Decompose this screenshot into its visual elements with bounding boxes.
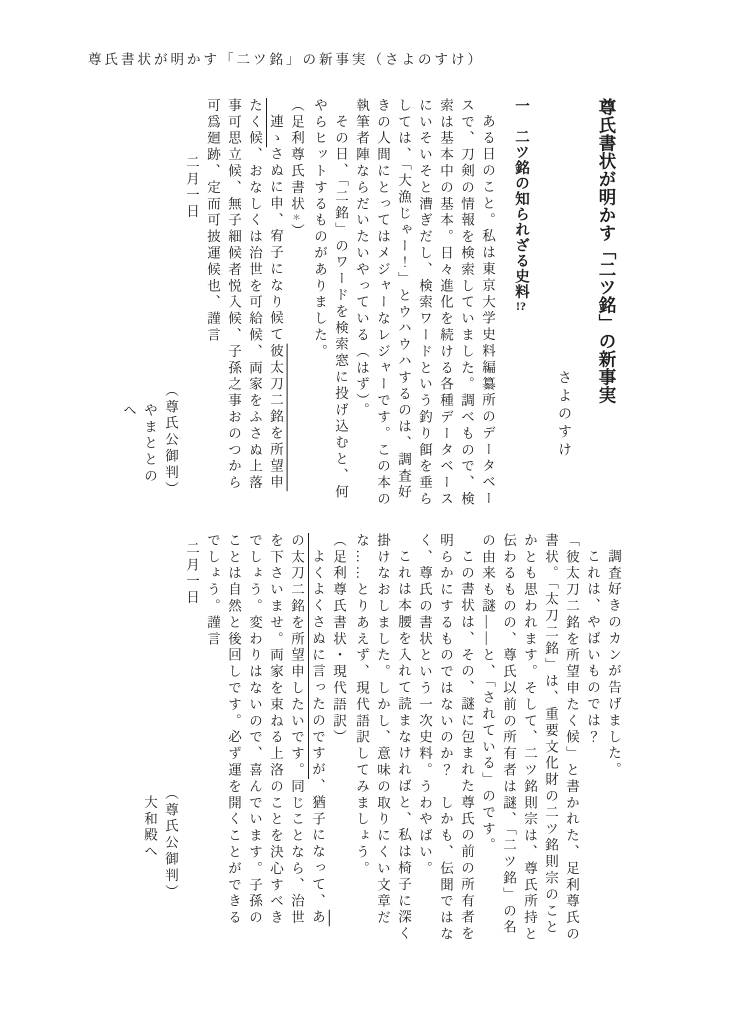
- article-title: 尊氏書状が明かす「二ツ銘」の新事実: [597, 98, 617, 404]
- letter-body-text: よくよくさぬに言ったのですが、猶子になって、: [310, 549, 325, 910]
- footnote-mark: ＊: [292, 212, 301, 224]
- letter-caption-close: ）: [289, 223, 304, 241]
- paragraph: 「彼太刀二銘を所望申たく候」と書かれた、足利尊氏の書状。「太刀二銘」は、重要文化財の二ツ銘則宗のことかとも思われます。そして、二ツ銘則宗は、尊氏所持と伝わるものの、尊氏以前の所有者は謎、「二ツ銘」の名の由来も謎――と、「されている」のです。: [480, 533, 579, 943]
- letter-date: 二月一日: [184, 155, 199, 221]
- letter-translation: [139, 533, 349, 935]
- paragraph: 調査好きのカンが告げました。: [606, 549, 621, 779]
- letter-body: [202, 98, 286, 500]
- letter-body: [202, 533, 328, 935]
- section-heading-text: 一 二ツ銘の知られざる史料: [513, 98, 529, 300]
- paragraph: その日、「二銘」のワードを検索窓に投げ込むと、何やらヒットするものがありました。: [312, 98, 348, 501]
- letter-caption: [286, 98, 307, 500]
- paragraph: これは本腰を入れて読まなければと、私は椅子に深く掛けなおしました。しかし、意味の取りにくい文章だな……とりあえず、現代語訳してみましょう。: [354, 533, 411, 943]
- letter-addressee: 大和殿へ: [142, 795, 157, 861]
- top-text-block: [100, 98, 624, 510]
- letter-original: [118, 98, 307, 500]
- letter-body-text: 連ゝさぬに申、宥子になり候て: [268, 114, 283, 344]
- author-name: さよのすけ: [556, 370, 571, 460]
- letter-seal: （尊氏公御判）: [163, 786, 178, 901]
- section-heading-mark: !?: [516, 299, 526, 312]
- letter-caption-text: （足利尊氏書状: [289, 98, 304, 213]
- paragraph: この書状は、その、謎に包まれた尊氏の前の所有者を明らかにするものではないのか？ しかも、伝聞ではなく、尊氏の書状という一次史料。うわやばい。: [417, 533, 474, 943]
- letter-date: 二月一日: [184, 541, 199, 607]
- letter-addressee: やまととのへ: [121, 403, 157, 485]
- bottom-text-block: [58, 533, 624, 945]
- letter-body-text: 同じことなら、治世を下さいませ。両家を束ねる上洛のことを決心すべきでしょう。変わりはないので、喜んでいます。子孫のことは自然と後回しです。必ず運を開くことができるでしょう。謹言: [205, 533, 304, 927]
- letter-caption: （足利尊氏書状・現代語訳）: [331, 533, 346, 747]
- emphasized-text: 彼太刀二銘を所望申たく候: [247, 98, 283, 492]
- paragraph: これは、やばいものでは？: [585, 549, 600, 746]
- paragraph: ある日のこと。私は東京大学史料編纂所のデータベースで、刀剣の情報を検索していました。調べもので、検索は基本中の基本。日々進化を続ける各種データベースにいそいそと漕ぎだし、検索ワードという釣り餌を垂らしては、「大漁じゃー！」とウハウハするのは、調査好きの人間にとってはメジャーなレジャーです。この本の執筆者陣ならだいたいやっている（はず）。: [354, 98, 495, 508]
- letter-body-text: 、おなしくは治世を可給候、両家をふさぬ上落事可思立候、無子細候者悦入候、子孫之事おのつから可爲廻跡、定而可披運候也、謹言: [205, 98, 262, 492]
- letter-seal: （尊氏公御判）: [163, 383, 178, 498]
- running-head: 尊氏書状が明かす「二ツ銘」の新事実（さよのすけ）: [88, 52, 484, 67]
- section-heading: [508, 98, 534, 510]
- emphasized-text: あの太刀二銘を所望申したいです。: [289, 533, 325, 927]
